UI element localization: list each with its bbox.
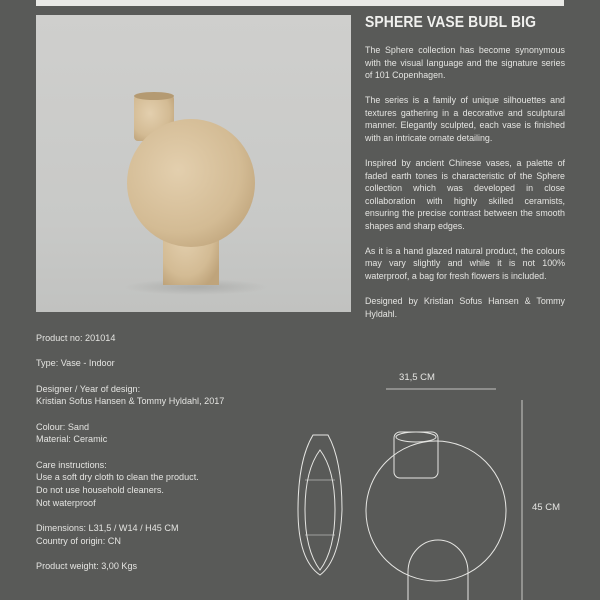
description-paragraph: The Sphere collection has become synonymous with the visual language and the signature series of 101 Copenhagen.: [365, 45, 565, 81]
description-paragraph: The series is a family of unique silhouettes and textures gathering in a decorative and sculptural manner. Elegantly sculpted, each vase is finished with an intricate ornate detailing.: [365, 95, 565, 143]
product-title: SPHERE VASE BUBL BIG: [365, 14, 537, 31]
top-divider-bar: [36, 0, 564, 6]
care-instruction: Not waterproof: [36, 497, 96, 508]
country-of-origin: Country of origin: CN: [36, 535, 121, 546]
care-instruction: Use a soft dry cloth to clean the product.: [36, 472, 199, 483]
technical-drawing: [290, 360, 590, 600]
designer-label: Designer / Year of design:: [36, 383, 141, 394]
product-type: Type: Vase - Indoor: [36, 358, 115, 369]
designer-value: Kristian Sofus Hansen & Tommy Hyldahl, 2017: [36, 396, 225, 407]
dimensions: Dimensions: L31,5 / W14 / H45 CM: [36, 522, 179, 533]
product-specs: [36, 332, 296, 585]
product-description: [365, 44, 565, 333]
side-view-outline: [298, 435, 342, 575]
front-view-outline: [366, 432, 506, 600]
care-label: Care instructions:: [36, 459, 107, 470]
description-paragraph: Designed by Kristian Sofus Hansen & Tommy Hyldahl.: [365, 296, 565, 319]
colour: Colour: Sand: [36, 421, 90, 432]
product-number: Product no: 201014: [36, 333, 116, 343]
vase-illustration: [36, 15, 351, 312]
description-paragraph: As it is a hand glazed natural product, the colours may vary slightly and while it is not 100% waterproof, a bag for fresh flowers is included.: [365, 245, 565, 282]
vase-sphere: [127, 119, 255, 247]
product-photo: [36, 15, 351, 312]
product-weight: Product weight: 3,00 Kgs: [36, 560, 138, 571]
width-dimension-label: 31,5 CM: [399, 372, 435, 383]
description-paragraph: Inspired by ancient Chinese vases, a palette of faded earth tones is characteristic of the Sphere collection which was developed in close collaboration with highly skilled ceramists, ensuring the precise contrast between the smooth shapes and sharp edges.: [365, 157, 565, 231]
vase-opening: [134, 92, 174, 100]
material: Material: Ceramic: [36, 434, 108, 445]
height-dimension-label: 45 CM: [532, 502, 560, 513]
care-instruction: Do not use household cleaners.: [36, 484, 164, 495]
